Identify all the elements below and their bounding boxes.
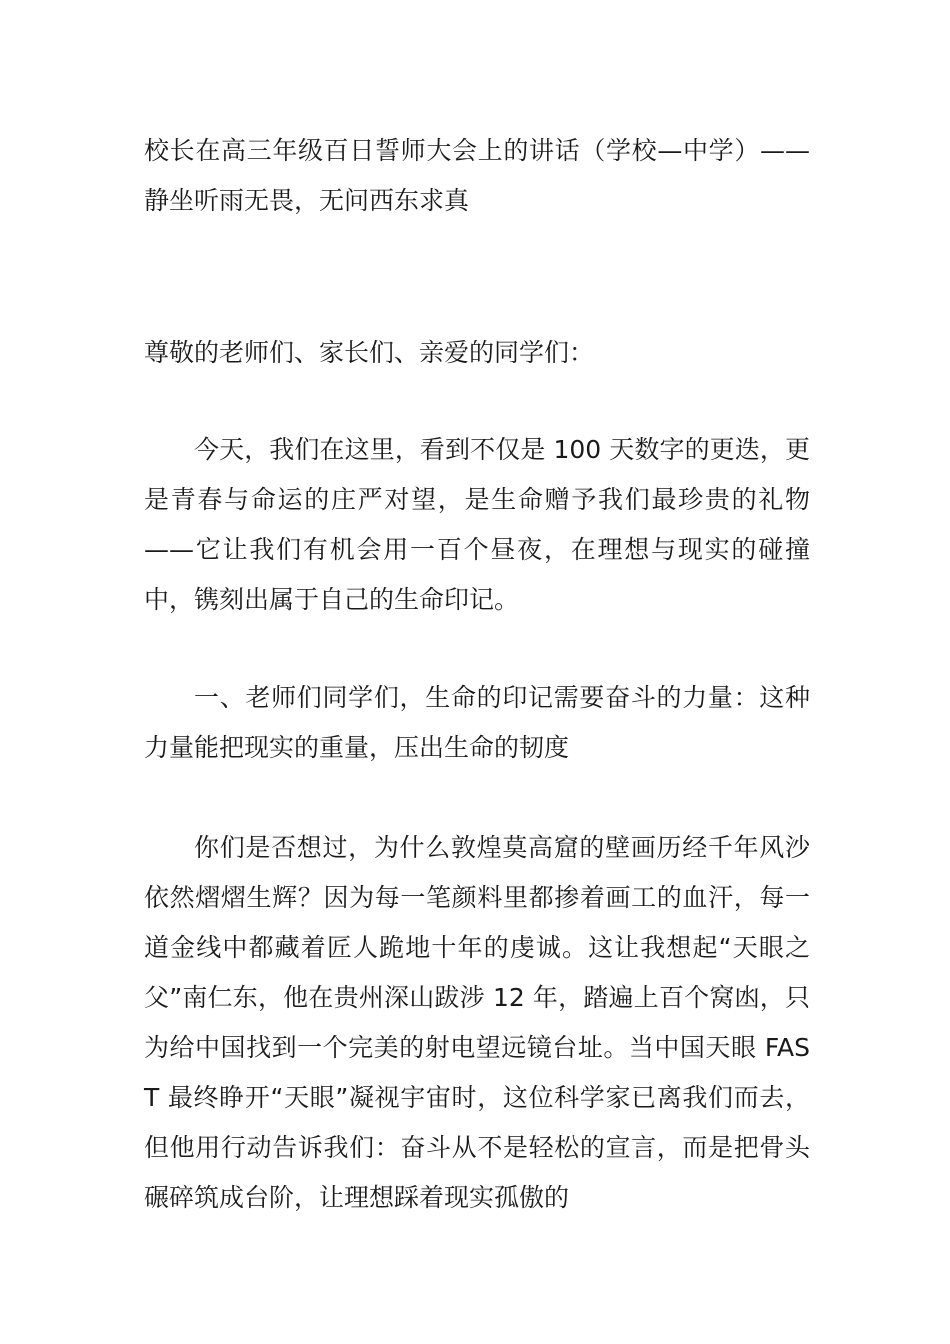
document-title: 校长在高三年级百日誓师大会上的讲话（学校—中学）——静坐听雨无畏，无问西东求真 (144, 136, 810, 215)
greeting: 尊敬的老师们、家长们、亲爱的同学们： (144, 338, 595, 367)
paragraph-2-section-heading: 一、老师们同学们，生命的印记需要奋斗的力量：这种力量能把现实的重量，压出生命的韧度 (144, 683, 810, 762)
paragraph-3: 你们是否想过，为什么敦煌莫高窟的壁画历经千年风沙依然熠熠生辉？因为每一笔颜料里都掺着画工的血汗，每一道金线中都藏着匠人跪地十年的虔诚。这让我想起“天眼之父”南仁东，他在贵州深山跋涉 12 年，踏遍上百个窝凼，只为给中国找到一个完美的射电望远镜台址。当中国天眼 FAST 最终睁开“天眼”凝视宇宙时，这位科学家已离我们而去，但他用行动告诉我们：奋斗从不是轻松的宣言，而是把骨头碾碎筑成台阶，让理想踩着现实孤傲的 (144, 833, 810, 1212)
paragraph-1: 今天，我们在这里，看到不仅是 100 天数字的更迭，更是青春与命运的庄严对望，是生命赠予我们最珍贵的礼物——它让我们有机会用一百个昼夜，在理想与现实的碰撞中，镌刻出属于自己的生命印记。 (144, 435, 810, 614)
